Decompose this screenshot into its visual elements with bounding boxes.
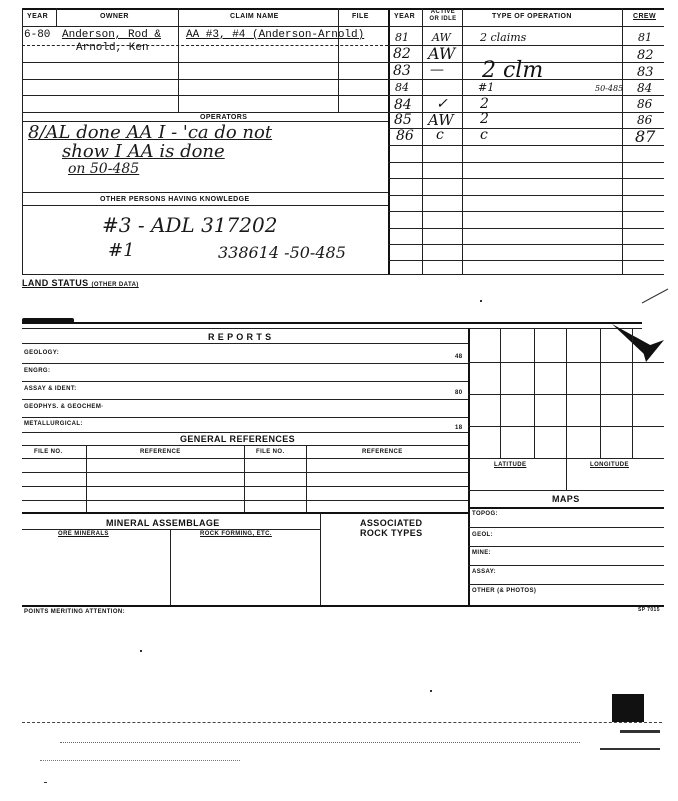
points-meriting-label: POINTS MERITING ATTENTION: — [24, 609, 126, 615]
owner-entry-year: 6-80 — [24, 29, 51, 41]
reports-title: R E P O R T S — [208, 332, 272, 342]
activity-year: 83 — [393, 63, 411, 79]
owner-entry-line2: Arnold, Ken — [76, 42, 149, 54]
activity-year: 84 — [394, 97, 412, 113]
activity-status: c — [436, 127, 444, 143]
activity-year: 84 — [395, 81, 409, 94]
maps-row-label: MINE: — [472, 550, 491, 556]
latitude-label: LATITUDE — [494, 462, 527, 468]
header-file: FILE — [352, 13, 369, 20]
pen-mark — [640, 285, 670, 305]
maps-row-label: ASSAY: — [472, 569, 497, 575]
activity-year: 86 — [396, 128, 414, 144]
report-number: 48 — [455, 354, 463, 360]
other-persons-line2b: 338614 -50-485 — [218, 243, 346, 262]
crew-side-note: 50-485 — [595, 84, 624, 93]
operators-note-line3: on 50-485 — [68, 161, 140, 177]
header-active-idle: ACTIVE OR IDLE — [429, 9, 457, 22]
arrow-mark — [608, 318, 668, 366]
maps-row-label: TOPOG: — [472, 511, 498, 517]
activity-status: AW — [428, 111, 454, 129]
mineral-rock-types: ROCK TYPES — [360, 528, 423, 538]
activity-status: — — [430, 62, 444, 78]
activity-status: AW — [432, 31, 451, 44]
ref-col-reference-2: REFERENCE — [362, 449, 403, 455]
activity-crew: 86 — [637, 97, 653, 111]
activity-operation: 2 clm — [482, 58, 544, 83]
activity-crew: 86 — [637, 113, 653, 127]
report-label: GEOLOGY: — [24, 350, 60, 356]
maps-title: MAPS — [552, 494, 580, 504]
mineral-ore-minerals: ORE MINERALS — [58, 531, 109, 537]
mineral-rock-forming: ROCK FORMING, ETC. — [200, 531, 272, 537]
other-persons-line1: #3 - ADL 317202 — [102, 213, 278, 237]
header-owner: OWNER — [100, 13, 129, 20]
activity-crew: 87 — [635, 127, 656, 146]
form-number: SP 7015 — [638, 607, 660, 613]
general-references-title: GENERAL REFERENCES — [180, 434, 296, 444]
owner-entry-line1: Anderson, Rod & — [62, 29, 162, 41]
activity-year: 82 — [393, 46, 411, 62]
report-label: METALLURGICAL: — [24, 421, 83, 427]
operators-note-line2: show I AA is done — [62, 141, 225, 162]
operators-title: OPERATORS — [200, 114, 248, 121]
other-persons-title: OTHER PERSONS HAVING KNOWLEDGE — [100, 196, 250, 203]
activity-operation: c — [480, 127, 488, 143]
activity-year: 81 — [395, 31, 409, 44]
activity-crew: 83 — [637, 65, 654, 80]
header-type-of-operation: TYPE OF OPERATION — [492, 13, 572, 20]
ref-col-file-no-2: FILE NO. — [256, 449, 285, 455]
header-claim-name: CLAIM NAME — [230, 13, 279, 20]
activity-year: 85 — [394, 112, 412, 128]
mineral-title: MINERAL ASSEMBLAGE — [106, 518, 220, 528]
activity-status: ✓ — [436, 96, 448, 112]
redaction-mark-bottom-right — [612, 694, 644, 722]
activity-operation: 2 — [480, 96, 489, 112]
report-number: 18 — [455, 425, 463, 431]
operators-note-line1: 8/AL done AA I - 'ca do not — [28, 122, 273, 143]
activity-crew: 81 — [638, 31, 652, 44]
activity-status: AW — [428, 44, 456, 63]
maps-row-label: GEOL: — [472, 532, 493, 538]
report-label: GEOPHYS. & GEOCHEM· — [24, 404, 104, 410]
report-label: ASSAY & IDENT: — [24, 386, 77, 392]
longitude-label: LONGITUDE — [590, 462, 629, 468]
header-year-2: YEAR — [394, 13, 416, 20]
land-status-label: LAND STATUS (OTHER DATA) — [22, 278, 139, 288]
report-number: 80 — [455, 390, 463, 396]
other-persons-line2: #1 — [108, 240, 135, 261]
activity-operation: 2 — [480, 111, 489, 127]
owner-entry-claim-name: AA #3, #4 (Anderson-Arnold) — [186, 29, 365, 41]
activity-operation: 2 claims — [480, 31, 527, 44]
ref-col-reference-1: REFERENCE — [140, 449, 181, 455]
activity-operation: #1 — [478, 81, 495, 94]
ref-col-file-no-1: FILE NO. — [34, 449, 63, 455]
maps-row-label: OTHER (& PHOTOS) — [472, 588, 537, 594]
activity-crew: 84 — [637, 81, 653, 95]
report-label: ENGRG: — [24, 368, 51, 374]
mineral-associated: ASSOCIATED — [360, 518, 423, 528]
activity-crew: 82 — [637, 48, 654, 63]
header-year: YEAR — [27, 13, 49, 20]
header-crew: CREW — [633, 13, 656, 20]
